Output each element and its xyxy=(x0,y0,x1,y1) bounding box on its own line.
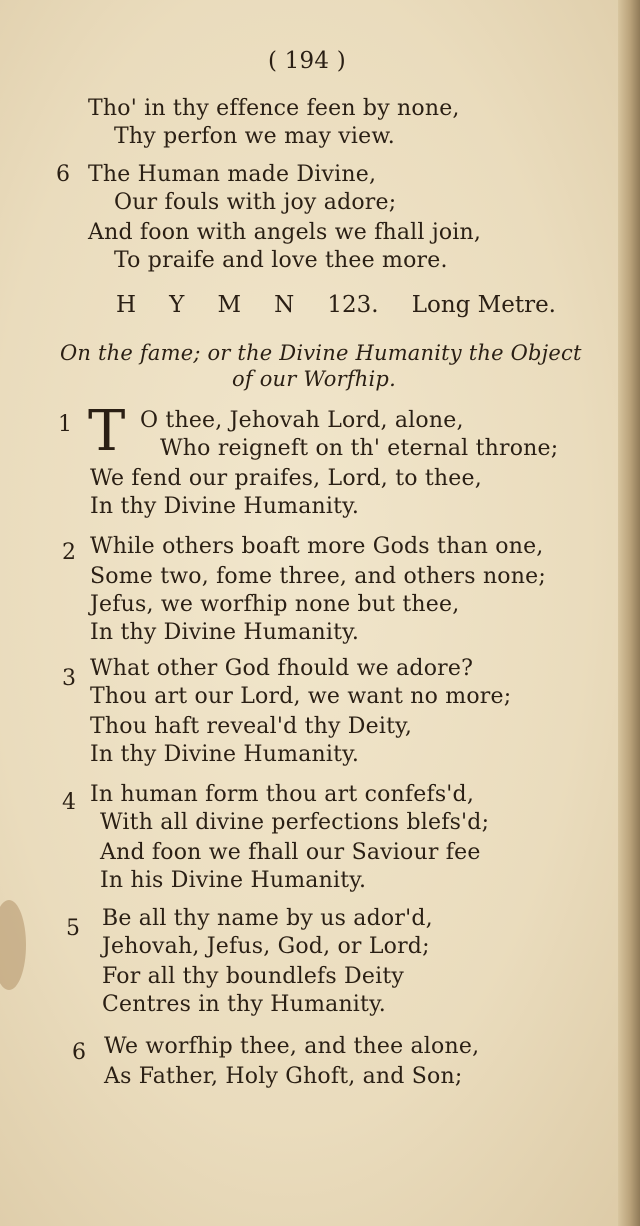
hymn-letter: M xyxy=(217,292,242,318)
verse-line: In thy Divine Humanity. xyxy=(90,742,360,767)
stanza-number: 2 xyxy=(62,540,76,565)
hymn-title xyxy=(116,292,556,318)
verse-line: As Father, Holy Ghoft, and Son; xyxy=(104,1064,463,1089)
hymn-letter: H xyxy=(116,292,137,318)
verse-line: Some two, fome three, and others none; xyxy=(90,564,546,589)
verse-line: Thou art our Lord, we want no more; xyxy=(90,684,512,709)
hymn-metre: Long Metre. xyxy=(411,292,556,318)
stanza-number: 5 xyxy=(66,916,80,941)
verse-line: Who reigneft on th' eternal throne; xyxy=(160,436,559,461)
verse-line: In thy Divine Humanity. xyxy=(90,494,360,519)
verse-line: O thee, Jehovah Lord, alone, xyxy=(140,408,464,433)
verse-line: With all divine perfections blefs'd; xyxy=(100,810,490,835)
hymn-letter: Y xyxy=(169,292,185,318)
verse-line: And foon with angels we fhall join, xyxy=(88,220,482,245)
verse-line: Centres in thy Humanity. xyxy=(102,992,386,1017)
verse-line: What other God fhould we adore? xyxy=(90,656,474,681)
verse-line: Be all thy name by us ador'd, xyxy=(102,906,433,931)
verse-line: While others boaft more Gods than one, xyxy=(90,534,544,559)
verse-line: The Human made Divine, xyxy=(88,162,377,187)
page-header: ( 194 ) xyxy=(268,48,346,74)
stanza-number: 6 xyxy=(56,162,70,187)
verse-line: In human form thou art confefs'd, xyxy=(90,782,475,807)
drop-cap: T xyxy=(88,399,126,464)
verse-line: For all thy boundlefs Deity xyxy=(102,964,405,989)
paper-stain xyxy=(0,900,26,990)
book-spine xyxy=(618,0,640,1226)
verse-line: In his Divine Humanity. xyxy=(100,868,367,893)
hymn-letter: N xyxy=(274,292,295,318)
stanza-number: 4 xyxy=(62,790,76,815)
stanza-number: 3 xyxy=(62,666,76,691)
verse-line: In thy Divine Humanity. xyxy=(90,620,360,645)
stanza-number: 6 xyxy=(72,1040,86,1065)
verse-line: Tho' in thy effence feen by none, xyxy=(88,96,460,121)
verse-line: We worfhip thee, and thee alone, xyxy=(104,1034,480,1059)
verse-line: We fend our praifes, Lord, to thee, xyxy=(90,466,482,491)
verse-line: Jefus, we worfhip none but thee, xyxy=(90,592,460,617)
hymn-subtitle: of our Worfhip. xyxy=(232,367,396,391)
stanza-number: 1 xyxy=(58,412,72,437)
verse-line: Thou haft reveal'd thy Deity, xyxy=(90,714,413,739)
verse-line: Thy perfon we may view. xyxy=(114,124,395,149)
verse-line: Our fouls with joy adore; xyxy=(114,190,397,215)
verse-line: Jehovah, Jefus, God, or Lord; xyxy=(102,934,430,959)
hymn-subtitle: On the fame; or the Divine Humanity the Object xyxy=(60,341,582,365)
verse-line: To praife and love thee more. xyxy=(114,248,448,273)
hymn-number: 123. xyxy=(327,292,379,318)
verse-line: And foon we fhall our Saviour fee xyxy=(100,840,481,865)
